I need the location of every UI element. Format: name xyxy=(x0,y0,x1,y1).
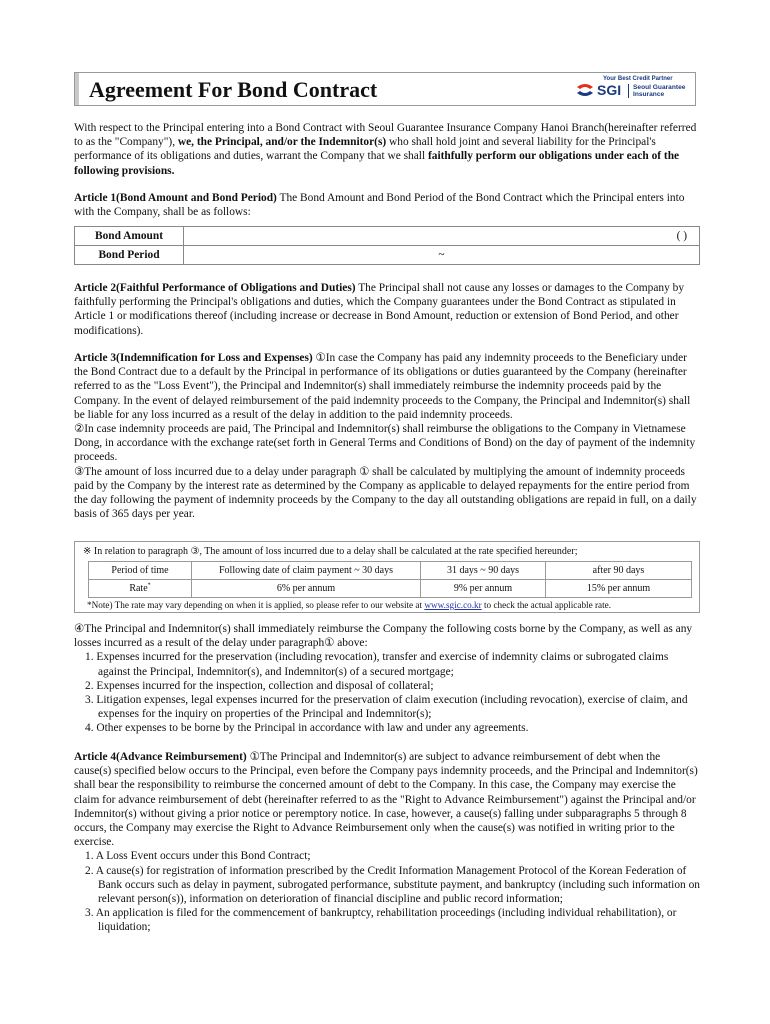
rate-footnote-text: *Note) The rate may vary depending on when it is applied, so please refer to our website at xyxy=(87,600,425,610)
logo-tagline: Your Best Credit Partner xyxy=(603,76,673,82)
intro-text-2: who shall hold joint and several liability for the Principal's performance of its obligations and duties, warrant the Company that we shall xyxy=(74,136,656,163)
article-2-heading: Article 2(Faithful Performance of Obligations and Duties) xyxy=(74,282,356,294)
logo-company-name xyxy=(633,84,693,98)
bond-amount-label: Bond Amount xyxy=(75,227,184,246)
list-item: 2. Expenses incurred for the inspection, collection and disposal of collateral; xyxy=(85,679,434,692)
rate-footnote xyxy=(87,599,611,611)
article-1-heading: Article 1(Bond Amount and Bond Period) xyxy=(74,192,277,204)
document-header xyxy=(74,72,696,106)
rate-values-row xyxy=(89,580,692,598)
article-4-text: ①The Principal and Indemnitor(s) are subject to advance reimbursement of debt when the cause(s) specified below occurs to the Principal, even before the Company pays indemnity proceeds, and the Principal and Indemnitor(s) shall bear the responsibility to reimburse the concerned amount of debt to the Company. In this case, the Company may exercise the claim for advance reimbursement of debt (hereinafter referred to as the "Right to Advance Reimbursement") against the Principal and/or Indemnitor(s) without giving a prior notice or peremptory notice. In case, however, a cause(s) falling under subparagraphs 5 through 8 occurs, the Company may exercise the Right to Advance Reimbursement only when the cause(s) was notified in writing prior to the exercise. xyxy=(74,751,698,849)
rate-box-note: ※ In relation to paragraph ③, The amount of loss incurred due to a delay shall be calculated at the rate specified hereunder; xyxy=(83,546,578,557)
article-3-para-3: ③The amount of loss incurred due to a delay under paragraph ① shall be calculated by multiplying the amount of indemnity proceeds paid by the Company by the interest rate as determined by the Company as applicable to delayed repayments for the entire period from the day following the payment of indemnity proceeds by the Company to the day all outstanding obligations are repaid in full, on a daily basis of 365 days per year. xyxy=(74,465,697,521)
sgi-logo xyxy=(573,76,691,102)
rate-header-cell: Period of time xyxy=(89,562,192,580)
bond-amount-row xyxy=(75,227,700,246)
sgi-logo-mark-icon xyxy=(575,83,595,99)
rate-label-cell xyxy=(89,580,192,598)
list-item: 1. Expenses incurred for the preservation (including revocation), transfer and exercise of indemnity claims or subrogated claims against the Principal, Indemnitor(s), and Indemnitor(s) of a secured mortgage; xyxy=(85,651,669,678)
rate-header-cell: Following date of claim payment ~ 30 days xyxy=(192,562,421,580)
bond-period-label: Bond Period xyxy=(75,246,184,265)
rate-value-cell: 15% per annum xyxy=(546,580,692,598)
article-3-para-2: ②In case indemnity proceeds are paid, The Principal and Indemnitor(s) shall reimburse the obligations to the Company in Vietnamese Dong, in accordance with the exchange rate(set forth in General Terms and Conditions of Bond) on the day of payment of the indemnity proceeds. xyxy=(74,423,696,464)
delay-rate-box xyxy=(74,541,700,613)
rate-header-row xyxy=(89,562,692,580)
bond-period-row xyxy=(75,246,700,265)
rate-value-cell: 6% per annum xyxy=(192,580,421,598)
rate-footnote-mark: * xyxy=(147,582,151,589)
bond-period-separator: ~ xyxy=(438,248,445,261)
bond-table xyxy=(74,226,700,265)
article-3-continued xyxy=(74,622,700,736)
bond-amount-currency: ( ) xyxy=(676,230,687,242)
article-4-cause-list xyxy=(74,849,700,934)
bond-period-field[interactable] xyxy=(184,246,700,265)
logo-brand: SGI xyxy=(597,82,622,98)
article-3-heading: Article 3(Indemnification for Loss and Expenses) xyxy=(74,352,313,364)
article-2-text: The Principal shall not cause any losses or damages to the Company by faithfully performing the Principal's obligations and duties, which the Company guarantees under the Bond Contract as stipulated in Article 1 or modifications thereof (including increase or decrease in Bond Amount, reduction or extension of Bond Period, and other modifications). xyxy=(74,282,685,337)
article-3-para-4: ④The Principal and Indemnitor(s) shall immediately reimburse the Company the following costs borne by the Company, as well as any losses incurred as a result of the delay under paragraph① above: xyxy=(74,623,693,650)
rate-header-cell: 31 days ~ 90 days xyxy=(421,562,546,580)
rate-footnote-text-end: to check the actual applicable rate. xyxy=(481,600,612,610)
bond-amount-field[interactable] xyxy=(184,227,700,246)
delay-rate-table xyxy=(88,561,692,598)
page-title: Agreement For Bond Contract xyxy=(89,77,378,102)
rate-value-cell: 9% per annum xyxy=(421,580,546,598)
logo-name-line2: Insurance xyxy=(633,91,665,99)
intro-paragraph xyxy=(74,121,700,178)
article-1 xyxy=(74,191,700,219)
list-item: 1. A Loss Event occurs under this Bond Contract; xyxy=(85,850,311,863)
logo-divider xyxy=(628,84,629,98)
logo-name-line1: Seoul Guarantee xyxy=(633,84,686,91)
rate-label: Rate xyxy=(129,582,148,594)
article-3 xyxy=(74,351,700,521)
sgic-website-link[interactable]: www.sgic.co.kr xyxy=(424,600,482,610)
article-1-text: The Bond Amount and Bond Period of the Bond Contract which the Principal enters into with the Company, shall be as follows: xyxy=(74,192,685,219)
article-4 xyxy=(74,750,700,935)
header-accent-bar xyxy=(75,73,79,105)
intro-bold-2: faithfully perform our obligations under each of the following provisions. xyxy=(74,150,680,177)
list-item: 3. An application is filed for the commencement of bankruptcy, rehabilitation proceedings (including individual rehabilitation), or liquidation; xyxy=(85,907,677,934)
list-item: 2. A cause(s) for registration of information prescribed by the Credit Information Management Protocol of the Korean Federation of Bank occurs such as delay in payment, subrogated performance, substitute payment, and bankruptcy (including such information on relevant person(s)), information on deterioration of financial discipline and public record information; xyxy=(85,864,700,906)
intro-bold-1: we, the Principal, and/or the Indemnitor(s) xyxy=(177,136,387,149)
article-3-expense-list xyxy=(74,650,700,735)
intro-text-1: With respect to the Principal entering into a Bond Contract with Seoul Guarantee Insurance Company Hanoi Branch(hereinafter referred to as the "Company"), xyxy=(74,122,697,149)
article-4-heading: Article 4(Advance Reimbursement) xyxy=(74,751,247,763)
rate-header-cell: after 90 days xyxy=(546,562,692,580)
list-item: 4. Other expenses to be borne by the Principal in accordance with law and under any agreements. xyxy=(85,722,529,735)
article-3-para-1: ①In case the Company has paid any indemnity proceeds to the Beneficiary under the Bond Contract due to a default by the Principal in performance of its obligations or duties guaranteed by the Company (hereinafter referred to as the "Loss Event"), the Principal and Indemnitor(s) shall immediately reimburse the indemnity proceeds paid by the Company. In the event of delayed reimbursement of the paid indemnity proceeds to the Company, the Principal and Indemnitor(s) shall be liable for any loss incurred as a result of the delay in addition to the paid indemnity proceeds. xyxy=(74,352,691,421)
article-2 xyxy=(74,281,700,338)
list-item: 3. Litigation expenses, legal expenses incurred for the preservation of claim execution (including revocation), exercise of claim, and expenses for the inquiry on properties of the Principal and Indemnitor(s); xyxy=(85,694,688,721)
